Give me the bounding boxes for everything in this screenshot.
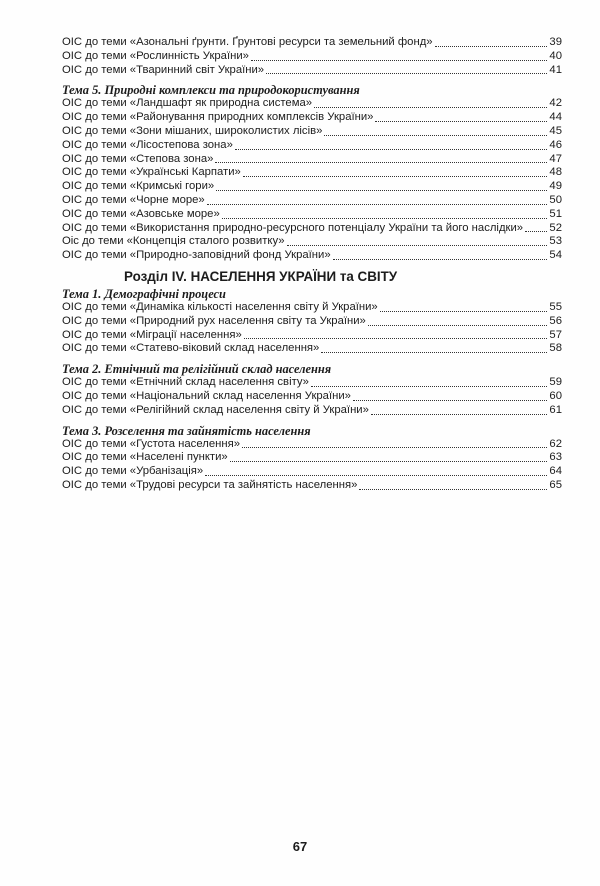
- toc-entry: [62, 390, 562, 404]
- toc-entry-page: 65: [549, 478, 562, 491]
- dot-leader: [375, 121, 547, 122]
- toc-entry-page: 47: [549, 152, 562, 165]
- dot-leader: [242, 447, 547, 448]
- dot-leader: [216, 190, 547, 191]
- dot-leader: [207, 204, 548, 205]
- section-heading: Розділ IV. НАСЕЛЕННЯ УКРАЇНИ та СВІТУ: [124, 268, 398, 284]
- toc-entry-title: ОІС до теми «Динаміка кількості населення світу й України»: [62, 300, 378, 313]
- topic-heading: Тема 5. Природні комплекси та природокористування: [62, 83, 360, 98]
- toc-entry: [62, 376, 562, 390]
- toc-entry: [62, 222, 562, 236]
- toc-entry-page: 57: [549, 328, 562, 341]
- toc-entry: [62, 111, 562, 125]
- toc-entry-page: 52: [549, 221, 562, 234]
- toc-entry-page: 50: [549, 193, 562, 206]
- dot-leader: [235, 149, 548, 150]
- toc-entry: [62, 208, 562, 222]
- dot-leader: [266, 73, 547, 74]
- toc-entry: [62, 315, 562, 329]
- toc-entry: [62, 342, 562, 356]
- toc-entry: [62, 451, 562, 465]
- toc-entry-page: 44: [549, 111, 562, 124]
- toc-entry-title: ОІС до теми «Лісостепова зона»: [62, 138, 233, 151]
- table-of-contents: [62, 36, 562, 493]
- dot-leader: [525, 231, 547, 232]
- toc-entry-title: ОІС до теми «Населені пункти»: [62, 451, 228, 464]
- toc-entry: [62, 36, 562, 50]
- toc-entry-page: 64: [549, 465, 562, 478]
- toc-entry-page: 54: [549, 249, 562, 262]
- toc-entry-title: Оіс до теми «Концепція сталого розвитку»: [62, 235, 285, 248]
- toc-entry-page: 42: [549, 97, 562, 110]
- dot-leader: [380, 311, 548, 312]
- toc-entry-title: ОІС до теми «Використання природно-ресурсного потенціалу України та його наслідки»: [62, 221, 524, 234]
- toc-entry-page: 58: [549, 342, 562, 355]
- toc-entry-title: ОІС до теми «Зони мішаних, широколистих лісів»: [62, 124, 323, 137]
- toc-entry: [62, 50, 562, 64]
- dot-leader: [333, 259, 548, 260]
- toc-entry-title: ОІС до теми «Урбанізація»: [62, 465, 204, 478]
- dot-leader: [230, 461, 548, 462]
- toc-entry-title: ОІС до теми «Природний рух населення світу та України»: [62, 314, 366, 327]
- dot-leader: [371, 414, 548, 415]
- toc-entry: [62, 139, 562, 153]
- page-number: 67: [292, 839, 308, 854]
- toc-entry-page: 55: [549, 300, 562, 313]
- toc-entry: [62, 329, 562, 343]
- toc-entry-page: 61: [549, 403, 562, 416]
- toc-entry-page: 45: [549, 124, 562, 137]
- toc-entry-page: 53: [549, 235, 562, 248]
- toc-entry-page: 48: [549, 166, 562, 179]
- toc-entry-title: ОІС до теми «Густота населення»: [62, 437, 240, 450]
- dot-leader: [314, 107, 547, 108]
- toc-entry: [62, 404, 562, 418]
- toc-entry: [62, 125, 562, 139]
- dot-leader: [368, 325, 548, 326]
- toc-entry: [62, 301, 562, 315]
- dot-leader: [287, 245, 548, 246]
- toc-entry-title: ОІС до теми «Ландшафт як природна система»: [62, 97, 313, 110]
- toc-entry-title: ОІС до теми «Тваринний світ України»: [62, 63, 265, 76]
- toc-entry-page: 63: [549, 451, 562, 464]
- toc-entry: [62, 153, 562, 167]
- toc-entry: [62, 180, 562, 194]
- toc-entry: [62, 235, 562, 249]
- toc-entry-title: ОІС до теми «Рослинність України»: [62, 49, 249, 62]
- dot-leader: [311, 386, 547, 387]
- dot-leader: [324, 135, 547, 136]
- toc-entry-page: 60: [549, 389, 562, 402]
- dot-leader: [435, 46, 548, 47]
- toc-entry: [62, 64, 562, 78]
- toc-entry-title: ОІС до теми «Степова зона»: [62, 152, 214, 165]
- topic-heading: Тема 3. Розселення та зайнятість населення: [62, 423, 311, 438]
- toc-entry-title: ОІС до теми «Міграції населення»: [62, 328, 242, 341]
- dot-leader: [243, 176, 548, 177]
- toc-entry: [62, 97, 562, 111]
- dot-leader: [321, 352, 547, 353]
- toc-entry: [62, 249, 562, 263]
- toc-entry-title: ОІС до теми «Азональні ґрунти. Ґрунтові ресурси та земельний фонд»: [62, 36, 433, 48]
- dot-leader: [222, 218, 548, 219]
- toc-entry-title: ОІС до теми «Етнічний склад населення світу»: [62, 376, 309, 389]
- toc-entry: [62, 438, 562, 452]
- toc-entry-title: ОІС до теми «Національний склад населення України»: [62, 389, 351, 402]
- dot-leader: [205, 475, 547, 476]
- dot-leader: [353, 400, 548, 401]
- toc-entry-title: ОІС до теми «Азовське море»: [62, 207, 220, 220]
- toc-entry-page: 59: [549, 376, 562, 389]
- toc-entry: [62, 465, 562, 479]
- dot-leader: [244, 338, 548, 339]
- toc-entry-page: 49: [549, 180, 562, 193]
- toc-entry: [62, 479, 562, 493]
- toc-entry-page: 46: [549, 138, 562, 151]
- toc-entry-page: 62: [549, 437, 562, 450]
- toc-entry-title: ОІС до теми «Українські Карпати»: [62, 166, 241, 179]
- dot-leader: [359, 489, 547, 490]
- toc-entry: [62, 194, 562, 208]
- dot-leader: [251, 60, 548, 61]
- topic-heading: Тема 1. Демографічні процеси: [62, 286, 226, 301]
- toc-entry-title: ОІС до теми «Чорне море»: [62, 193, 205, 206]
- toc-entry-title: ОІС до теми «Статево-віковий склад населення»: [62, 342, 320, 355]
- toc-entry-title: ОІС до теми «Трудові ресурси та зайнятість населення»: [62, 478, 358, 491]
- toc-entry-page: 39: [549, 36, 562, 48]
- toc-entry-title: ОІС до теми «Кримські гори»: [62, 180, 215, 193]
- toc-entry-page: 40: [549, 49, 562, 62]
- dot-leader: [215, 162, 547, 163]
- toc-entry-title: ОІС до теми «Районування природних комплексів України»: [62, 111, 374, 124]
- toc-entry-title: ОІС до теми «Природно-заповідний фонд України»: [62, 249, 331, 262]
- toc-entry: [62, 166, 562, 180]
- toc-entry-page: 51: [549, 207, 562, 220]
- toc-entry-title: ОІС до теми «Релігійний склад населення світу й України»: [62, 403, 369, 416]
- toc-entry-page: 41: [549, 63, 562, 76]
- toc-entry-page: 56: [549, 314, 562, 327]
- topic-heading: Тема 2. Етнічний та релігійний склад населення: [62, 362, 332, 377]
